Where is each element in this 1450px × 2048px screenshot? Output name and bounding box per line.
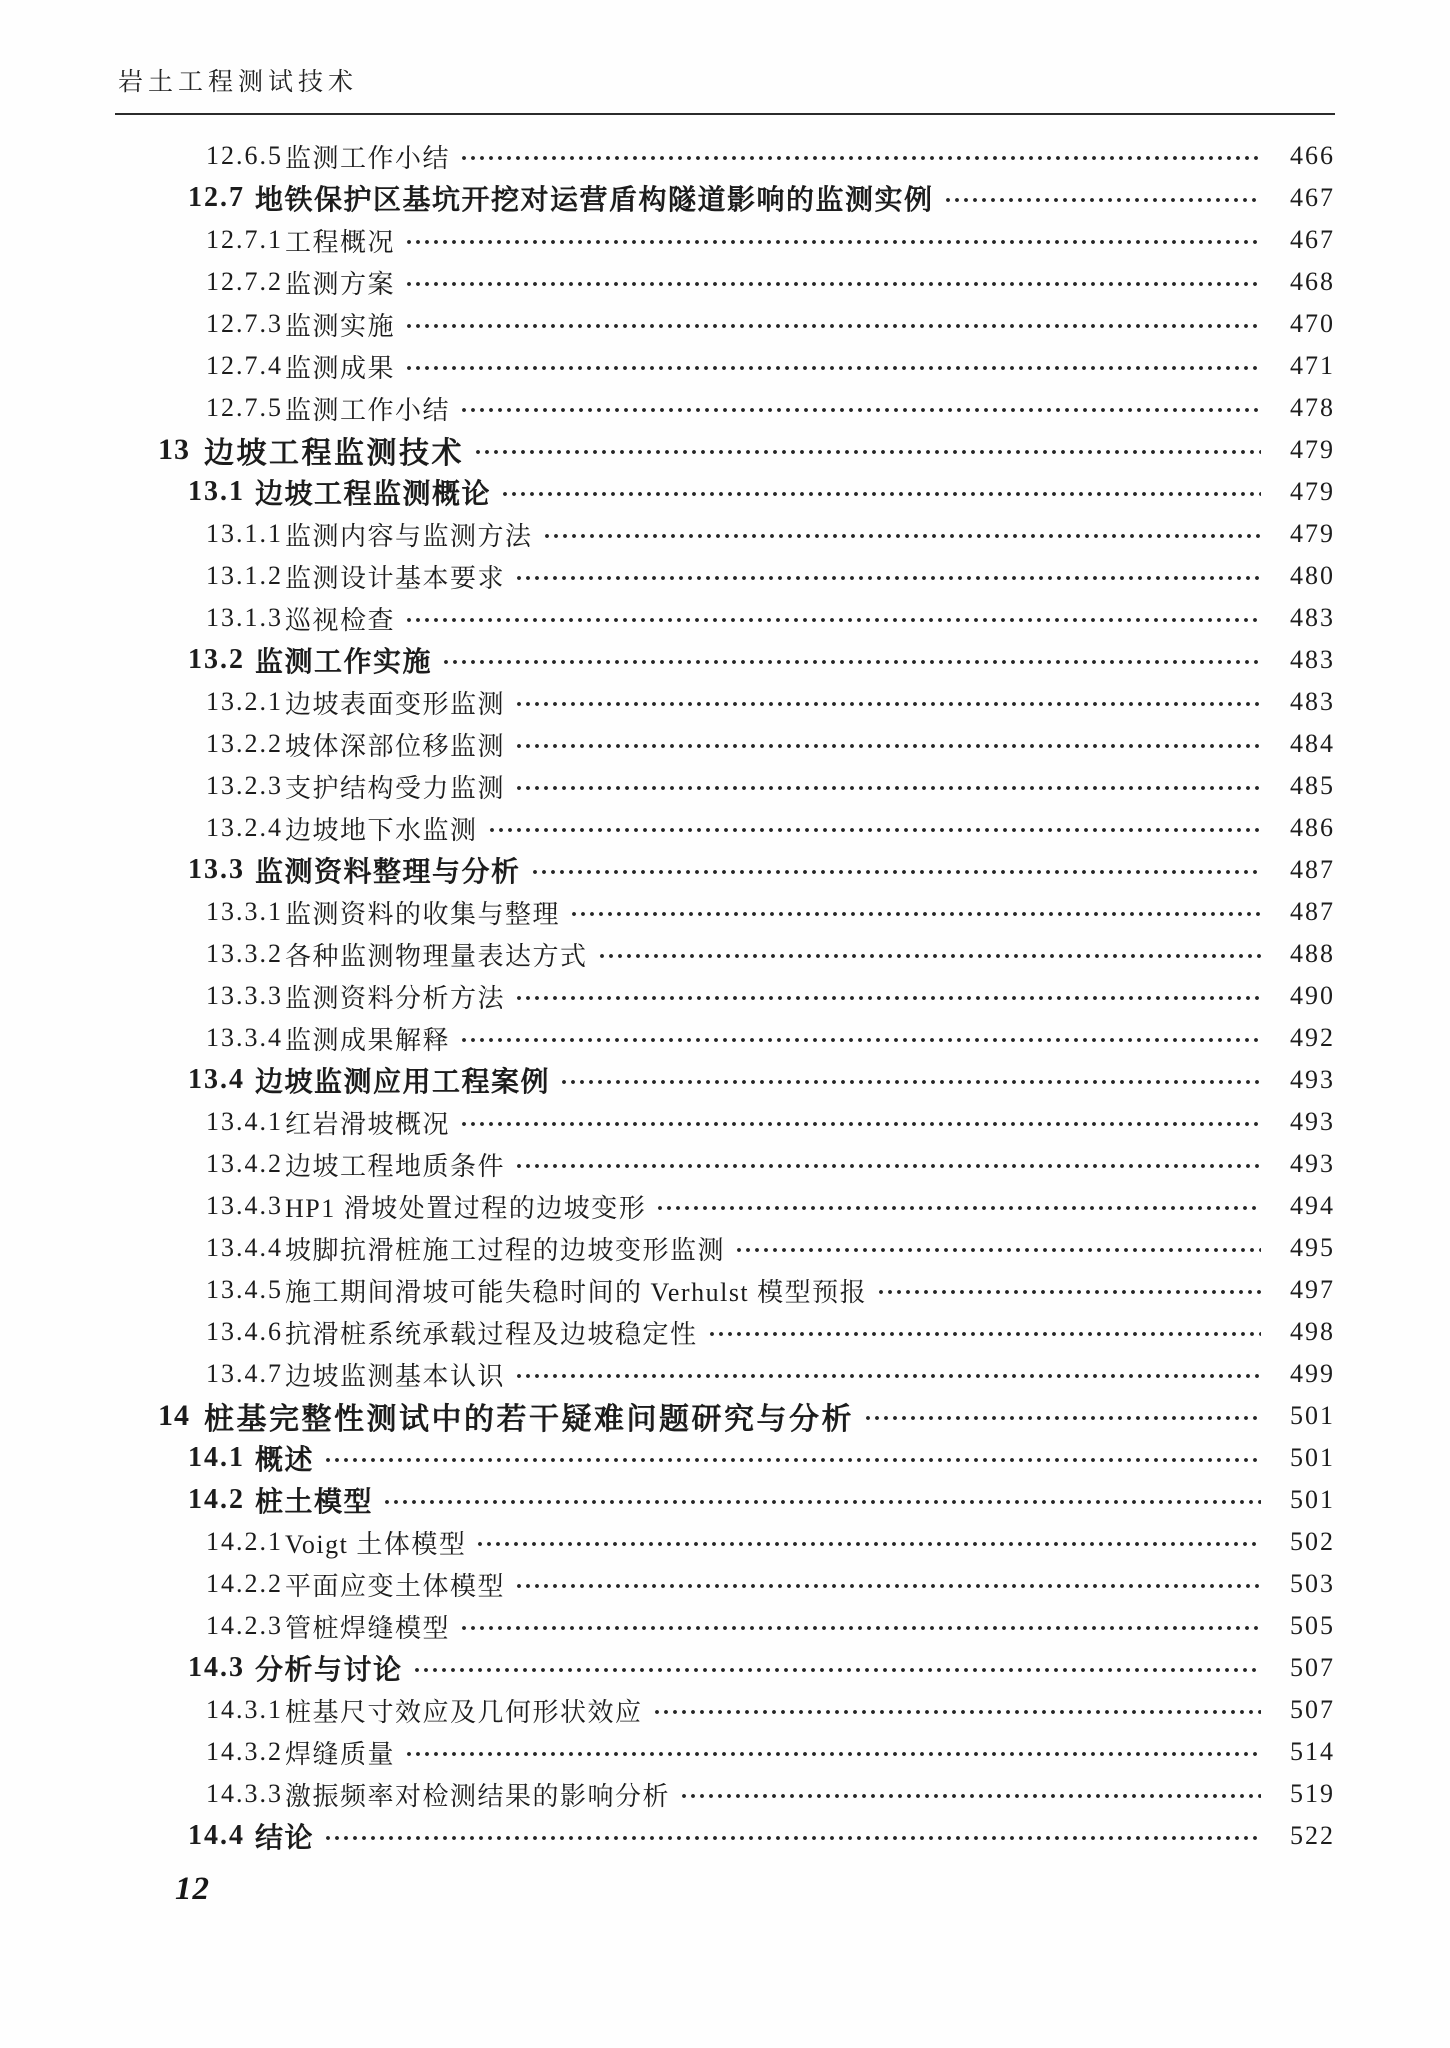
toc-entry-number: 14.2	[188, 1484, 245, 1515]
toc-entry-number: 13.4.1	[206, 1107, 283, 1136]
dot-leader	[460, 402, 1261, 418]
dot-leader	[735, 1242, 1261, 1258]
toc-entry-number: 13.4.7	[206, 1359, 283, 1388]
toc-entry	[115, 639, 1335, 681]
dot-leader	[515, 696, 1261, 712]
toc-entry-title: 坡脚抗滑桩施工过程的边坡变形监测	[285, 1235, 726, 1265]
toc-entry	[115, 303, 1335, 345]
dot-leader	[515, 990, 1261, 1006]
toc-entry	[115, 1017, 1335, 1059]
toc-entry-number: 13.3.1	[206, 897, 283, 926]
toc-entry-title: 红岩滑坡概况	[285, 1109, 451, 1139]
toc-entry	[115, 1143, 1335, 1185]
toc-entry-title: 边坡工程监测概论	[255, 479, 492, 510]
toc-entry-page: 493	[1290, 1107, 1335, 1136]
toc-entry-title: 支护结构受力监测	[285, 773, 506, 803]
toc-entry-number: 14.4	[188, 1820, 245, 1851]
toc-entry	[115, 1101, 1335, 1143]
toc-entry-title: 监测成果解释	[285, 1025, 451, 1055]
toc-entry-number: 14.3.1	[206, 1695, 283, 1724]
toc-entry-page: 485	[1290, 771, 1335, 800]
toc-entry-page: 502	[1290, 1527, 1335, 1556]
toc-entry-number: 13.3.4	[206, 1023, 283, 1052]
page-folio-number: 12	[175, 1871, 210, 1907]
toc-entry-number: 14.2.1	[206, 1527, 283, 1556]
toc-entry-title: 监测资料的收集与整理	[285, 899, 561, 929]
toc-entry-number: 13.4.2	[206, 1149, 283, 1178]
toc-entry-page: 507	[1290, 1695, 1335, 1724]
dot-leader	[460, 1032, 1261, 1048]
dot-leader	[515, 738, 1261, 754]
dot-leader	[460, 1116, 1261, 1132]
dot-leader	[324, 1452, 1261, 1468]
toc-entry	[115, 429, 1335, 471]
toc-entry-page: 498	[1290, 1317, 1335, 1346]
dot-leader	[515, 570, 1261, 586]
toc-entry	[115, 933, 1335, 975]
toc-entry-page: 501	[1290, 1485, 1335, 1514]
toc-entry-title: 激振频率对检测结果的影响分析	[285, 1781, 671, 1811]
toc-entry	[115, 471, 1335, 513]
toc-entry	[115, 1437, 1335, 1479]
toc-entry	[115, 261, 1335, 303]
toc-entry	[115, 555, 1335, 597]
toc-entry-page: 499	[1290, 1359, 1335, 1388]
toc-entry-page: 486	[1290, 813, 1335, 842]
toc-entry-page: 519	[1290, 1779, 1335, 1808]
toc-entry-title: 边坡地下水监测	[285, 815, 478, 845]
toc-entry	[115, 387, 1335, 429]
toc-entry-page: 467	[1290, 225, 1335, 254]
toc-entry	[115, 513, 1335, 555]
toc-entry-page: 514	[1290, 1737, 1335, 1766]
toc-entry-title: 监测资料分析方法	[285, 983, 506, 1013]
page-header	[115, 62, 1335, 115]
toc-entry-number: 13.2.3	[206, 771, 283, 800]
toc-entry	[115, 1647, 1335, 1689]
toc-entry-title: 施工期间滑坡可能失稳时间的 Verhulst 模型预报	[285, 1277, 868, 1307]
toc-entry-page: 501	[1290, 1443, 1335, 1472]
toc-entry-title: 边坡工程地质条件	[285, 1151, 506, 1181]
toc-entry-page: 487	[1290, 855, 1335, 884]
toc-entry	[115, 135, 1335, 177]
dot-leader	[405, 1746, 1261, 1762]
toc-entry-page: 483	[1290, 645, 1335, 674]
toc-entry-title: 边坡监测应用工程案例	[255, 1067, 551, 1098]
toc-entry-title: 监测资料整理与分析	[255, 857, 521, 888]
dot-leader	[405, 318, 1261, 334]
toc-entry-page: 467	[1290, 183, 1335, 212]
toc-entry-page: 507	[1290, 1653, 1335, 1682]
toc-entry-number: 13.2.4	[206, 813, 283, 842]
toc-entry-number: 12.6.5	[206, 141, 283, 170]
toc-entry	[115, 849, 1335, 891]
toc-entry	[115, 1773, 1335, 1815]
toc-entry-number: 13.1.3	[206, 603, 283, 632]
toc-entry-title: 监测内容与监测方法	[285, 521, 533, 551]
toc-entry-page: 490	[1290, 981, 1335, 1010]
toc-entry	[115, 219, 1335, 261]
toc-entry-number: 13.4.6	[206, 1317, 283, 1346]
toc-entry-page: 494	[1290, 1191, 1335, 1220]
toc-entry-title: 监测方案	[285, 269, 396, 299]
dot-leader	[598, 948, 1261, 964]
dot-leader	[656, 1200, 1261, 1216]
dot-leader	[560, 1074, 1261, 1090]
toc-entry-number: 12.7.1	[206, 225, 283, 254]
toc-entry-page: 484	[1290, 729, 1335, 758]
toc-entry-number: 14.1	[188, 1442, 245, 1473]
dot-leader	[501, 486, 1261, 502]
toc-entry-page: 522	[1290, 1821, 1335, 1850]
toc-entry	[115, 1059, 1335, 1101]
dot-leader	[877, 1284, 1261, 1300]
dot-leader	[413, 1662, 1261, 1678]
toc-entry-number: 12.7	[188, 182, 245, 213]
toc-entry-title: 工程概况	[285, 227, 396, 257]
dot-leader	[864, 1410, 1261, 1426]
toc-entry-page: 487	[1290, 897, 1335, 926]
dot-leader	[383, 1494, 1261, 1510]
toc-entry-title: 分析与讨论	[255, 1655, 403, 1686]
toc-entry-page: 470	[1290, 309, 1335, 338]
dot-leader	[405, 360, 1261, 376]
toc-entry-page: 492	[1290, 1023, 1335, 1052]
toc-entry-page: 493	[1290, 1149, 1335, 1178]
toc-entry-page: 483	[1290, 687, 1335, 716]
toc-entry-number: 12.7.2	[206, 267, 283, 296]
toc-entry-number: 13.4.3	[206, 1191, 283, 1220]
toc-entry-number: 12.7.3	[206, 309, 283, 338]
toc-entry-title: 桩基尺寸效应及几何形状效应	[285, 1697, 643, 1727]
dot-leader	[653, 1704, 1261, 1720]
toc-entry	[115, 1227, 1335, 1269]
toc-entry-title: 抗滑桩系统承载过程及边坡稳定性	[285, 1319, 698, 1349]
header-rule	[115, 113, 1335, 115]
dot-leader	[460, 150, 1261, 166]
toc-entry-title: 桩基完整性测试中的若干疑难问题研究与分析	[204, 1403, 854, 1436]
toc-entry	[115, 1689, 1335, 1731]
dot-leader	[474, 444, 1261, 460]
toc-entry-title: 平面应变土体模型	[285, 1571, 506, 1601]
toc-entry-title: 监测工作小结	[285, 143, 451, 173]
dot-leader	[515, 1578, 1261, 1594]
toc-entry	[115, 345, 1335, 387]
toc-entry-page: 478	[1290, 393, 1335, 422]
toc-entry	[115, 723, 1335, 765]
toc-entry	[115, 1605, 1335, 1647]
toc-entry-page: 480	[1290, 561, 1335, 590]
toc-entry-title: 巡视检查	[285, 605, 396, 635]
toc-entry-number: 14.3.2	[206, 1737, 283, 1766]
toc-entry-title: 焊缝质量	[285, 1739, 396, 1769]
toc-entry-number: 14	[158, 1399, 190, 1432]
toc-list	[115, 135, 1335, 1857]
toc-entry-number: 13.2.2	[206, 729, 283, 758]
toc-entry	[115, 1269, 1335, 1311]
dot-leader	[405, 234, 1261, 250]
toc-entry-title: 地铁保护区基坑开挖对运营盾构隧道影响的监测实例	[255, 185, 934, 216]
dot-leader	[515, 780, 1261, 796]
toc-entry-page: 505	[1290, 1611, 1335, 1640]
toc-entry-title: 边坡表面变形监测	[285, 689, 506, 719]
dot-leader	[531, 864, 1261, 880]
toc-entry-page: 503	[1290, 1569, 1335, 1598]
dot-leader	[515, 1368, 1261, 1384]
toc-entry	[115, 1185, 1335, 1227]
toc-entry-page: 501	[1290, 1401, 1335, 1430]
toc-entry-number: 13.1.2	[206, 561, 283, 590]
toc-entry-title: 监测工作小结	[285, 395, 451, 425]
toc-entry-title: 边坡工程监测技术	[204, 437, 464, 470]
dot-leader	[460, 1620, 1261, 1636]
toc-entry-page: 497	[1290, 1275, 1335, 1304]
toc-entry	[115, 1311, 1335, 1353]
toc-entry-number: 13.2.1	[206, 687, 283, 716]
toc-entry-number: 13.4.4	[206, 1233, 283, 1262]
toc-entry-page: 466	[1290, 141, 1335, 170]
toc-entry-number: 13	[158, 433, 190, 466]
dot-leader	[442, 654, 1261, 670]
dot-leader	[515, 1158, 1261, 1174]
toc-entry-title: 各种监测物理量表达方式	[285, 941, 588, 971]
toc-entry-number: 13.4.5	[206, 1275, 283, 1304]
toc-entry	[115, 975, 1335, 1017]
toc-entry	[115, 177, 1335, 219]
toc-entry-title: Voigt 土体模型	[285, 1529, 467, 1559]
toc-entry	[115, 597, 1335, 639]
toc-entry	[115, 1353, 1335, 1395]
toc-entry-title: 坡体深部位移监测	[285, 731, 506, 761]
toc-entry-title: 概述	[255, 1445, 315, 1476]
toc-entry-title: 结论	[255, 1823, 315, 1854]
toc-entry-number: 14.3.3	[206, 1779, 283, 1808]
toc-entry-page: 479	[1290, 519, 1335, 548]
toc-entry-title: 边坡监测基本认识	[285, 1361, 506, 1391]
toc-entry	[115, 891, 1335, 933]
toc-entry-title: 监测工作实施	[255, 647, 433, 678]
toc-entry	[115, 807, 1335, 849]
toc-entry-number: 13.2	[188, 644, 245, 675]
toc-entry	[115, 1731, 1335, 1773]
dot-leader	[708, 1326, 1261, 1342]
toc-entry	[115, 1815, 1335, 1857]
toc-entry-page: 468	[1290, 267, 1335, 296]
toc-entry-title: 监测成果	[285, 353, 396, 383]
toc-entry-number: 12.7.5	[206, 393, 283, 422]
running-head-book-title: 岩土工程测试技术	[118, 69, 359, 96]
toc-entry-page: 479	[1290, 435, 1335, 464]
dot-leader	[488, 822, 1261, 838]
toc-entry-title: 管桩焊缝模型	[285, 1613, 451, 1643]
toc-entry-page: 488	[1290, 939, 1335, 968]
toc-entry-page: 471	[1290, 351, 1335, 380]
toc-entry-title: 监测设计基本要求	[285, 563, 506, 593]
toc-entry-title: HP1 滑坡处置过程的边坡变形	[285, 1193, 647, 1223]
toc-entry-page: 495	[1290, 1233, 1335, 1262]
toc-entry-number: 13.1.1	[206, 519, 283, 548]
toc-entry-page: 479	[1290, 477, 1335, 506]
dot-leader	[476, 1536, 1261, 1552]
toc-entry-number: 13.1	[188, 476, 245, 507]
toc-entry-number: 13.3	[188, 854, 245, 885]
toc-entry	[115, 1395, 1335, 1437]
toc-entry	[115, 1563, 1335, 1605]
dot-leader	[570, 906, 1261, 922]
toc-entry	[115, 681, 1335, 723]
dot-leader	[324, 1830, 1261, 1846]
dot-leader	[543, 528, 1261, 544]
dot-leader	[405, 276, 1261, 292]
toc-entry	[115, 765, 1335, 807]
toc-entry-page: 493	[1290, 1065, 1335, 1094]
toc-entry-title: 桩土模型	[255, 1487, 374, 1518]
toc-entry-number: 13.3.2	[206, 939, 283, 968]
dot-leader	[944, 192, 1261, 208]
toc-entry-page: 483	[1290, 603, 1335, 632]
toc-entry-number: 13.3.3	[206, 981, 283, 1010]
toc-entry-number: 12.7.4	[206, 351, 283, 380]
dot-leader	[680, 1788, 1261, 1804]
toc-entry-number: 14.3	[188, 1652, 245, 1683]
dot-leader	[405, 612, 1261, 628]
toc-entry	[115, 1479, 1335, 1521]
toc-entry-number: 14.2.3	[206, 1611, 283, 1640]
toc-entry-title: 监测实施	[285, 311, 396, 341]
toc-entry-number: 14.2.2	[206, 1569, 283, 1598]
toc-entry	[115, 1521, 1335, 1563]
toc-entry-number: 13.4	[188, 1064, 245, 1095]
